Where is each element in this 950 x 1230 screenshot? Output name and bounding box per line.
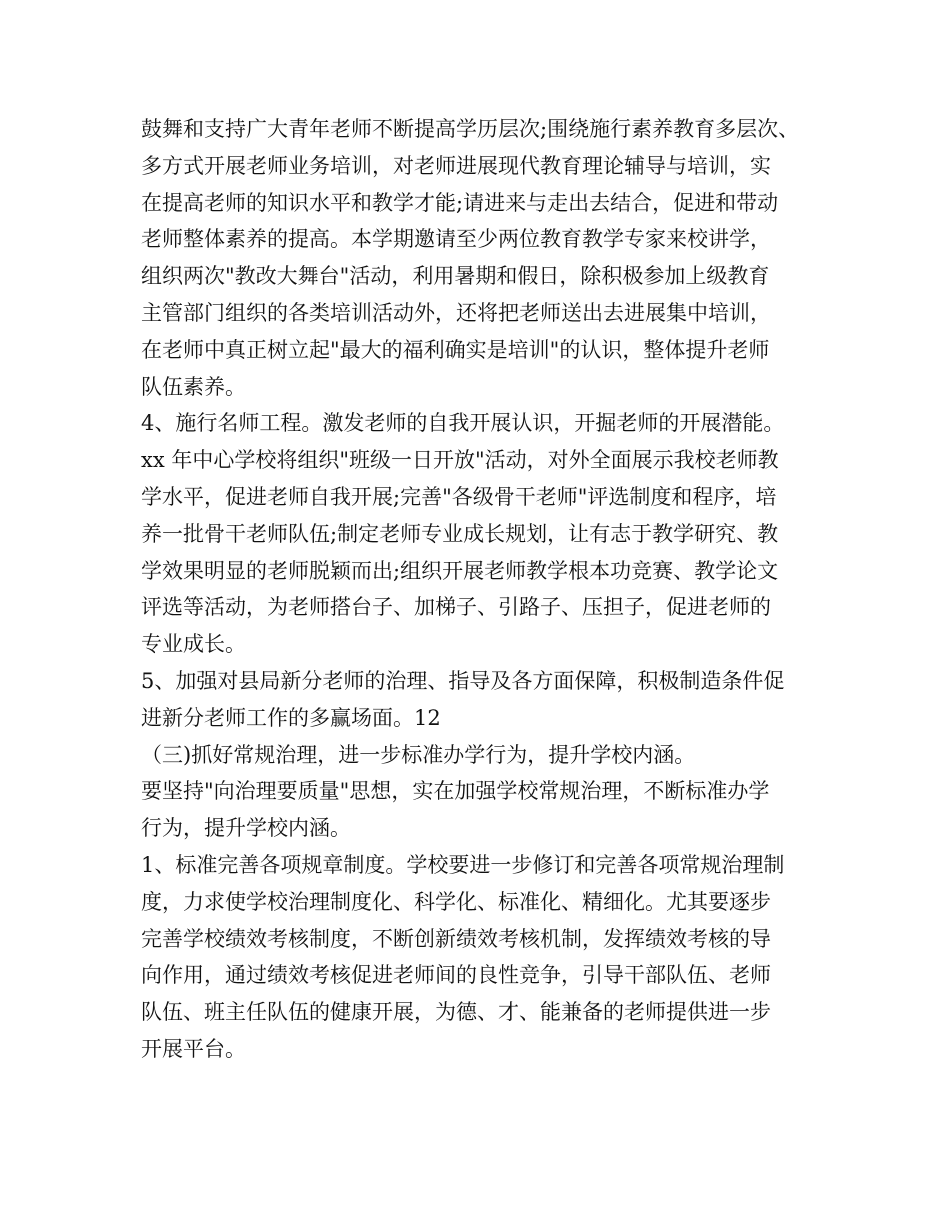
document-body xyxy=(141,111,841,1068)
text-line: 要坚持"向治理要质量"思想，实在加强学校常规治理，不断标准办学 xyxy=(141,779,770,804)
text-line: 主管部门组织的各类培训活动外，还将把老师送出去进展集中培训， xyxy=(141,300,771,325)
text-line: 4、施行名师工程。激发老师的自我开展认识，开掘老师的开展潜能。 xyxy=(141,411,785,436)
text-line: 队伍素养。 xyxy=(141,374,246,399)
text-line: xx 年中心学校将组织"班级一日开放"活动，对外全面展示我校老师教 xyxy=(141,448,779,473)
text-line: 行为，提升学校内涵。 xyxy=(141,816,351,841)
text-line: 在老师中真正树立起"最大的福利确实是培训"的认识，整体提升老师 xyxy=(141,337,770,362)
text-line: 完善学校绩效考核制度，不断创新绩效考核机制，发挥绩效考核的导 xyxy=(141,926,771,951)
text-line: 进新分老师工作的多赢场面。12 xyxy=(141,705,441,730)
text-line: 在提高老师的知识水平和教学才能;请进来与走出去结合，促进和带动 xyxy=(141,190,779,215)
text-line: 组织两次"教改大舞台"活动，利用暑期和假日，除积极参加上级教育 xyxy=(141,264,770,289)
text-line: 养一批骨干老师队伍;制定老师专业成长规划，让有志于教学研究、教 xyxy=(141,521,779,546)
text-line: 度，力求使学校治理制度化、科学化、标准化、精细化。尤其要逐步 xyxy=(141,889,771,914)
text-line: 开展平台。 xyxy=(141,1036,246,1061)
text-line: 1、标准完善各项规章制度。学校要进一步修订和完善各项常规治理制 xyxy=(141,852,785,877)
text-line: 队伍、班主任队伍的健康开展，为德、才、能兼备的老师提供进一步 xyxy=(141,1000,771,1025)
text-line: （三)抓好常规治理，进一步标准办学行为，提升学校内涵。 xyxy=(141,742,696,767)
text-line: 专业成长。 xyxy=(141,632,246,657)
text-line: 向作用，通过绩效考核促进老师间的良性竞争，引导干部队伍、老师 xyxy=(141,963,771,988)
text-line: 学效果明显的老师脱颖而出;组织开展老师教学根本功竞赛、教学论文 xyxy=(141,558,779,583)
text-line: 老师整体素养的提高。本学期邀请至少两位教育教学专家来校讲学， xyxy=(141,227,771,252)
text-line: 学水平，促进老师自我开展;完善"各级骨干老师"评选制度和程序，培 xyxy=(141,484,777,509)
text-line: 评选等活动，为老师搭台子、加梯子、引路子、压担子，促进老师的 xyxy=(141,595,771,620)
text-line: 5、加强对县局新分老师的治理、指导及各方面保障，积极制造条件促 xyxy=(141,668,785,693)
text-line: 多方式开展老师业务培训，对老师进展现代教育理论辅导与培训，实 xyxy=(141,153,771,178)
text-line: 鼓舞和支持广大青年老师不断提高学历层次;围绕施行素养教育多层次、 xyxy=(141,117,800,141)
